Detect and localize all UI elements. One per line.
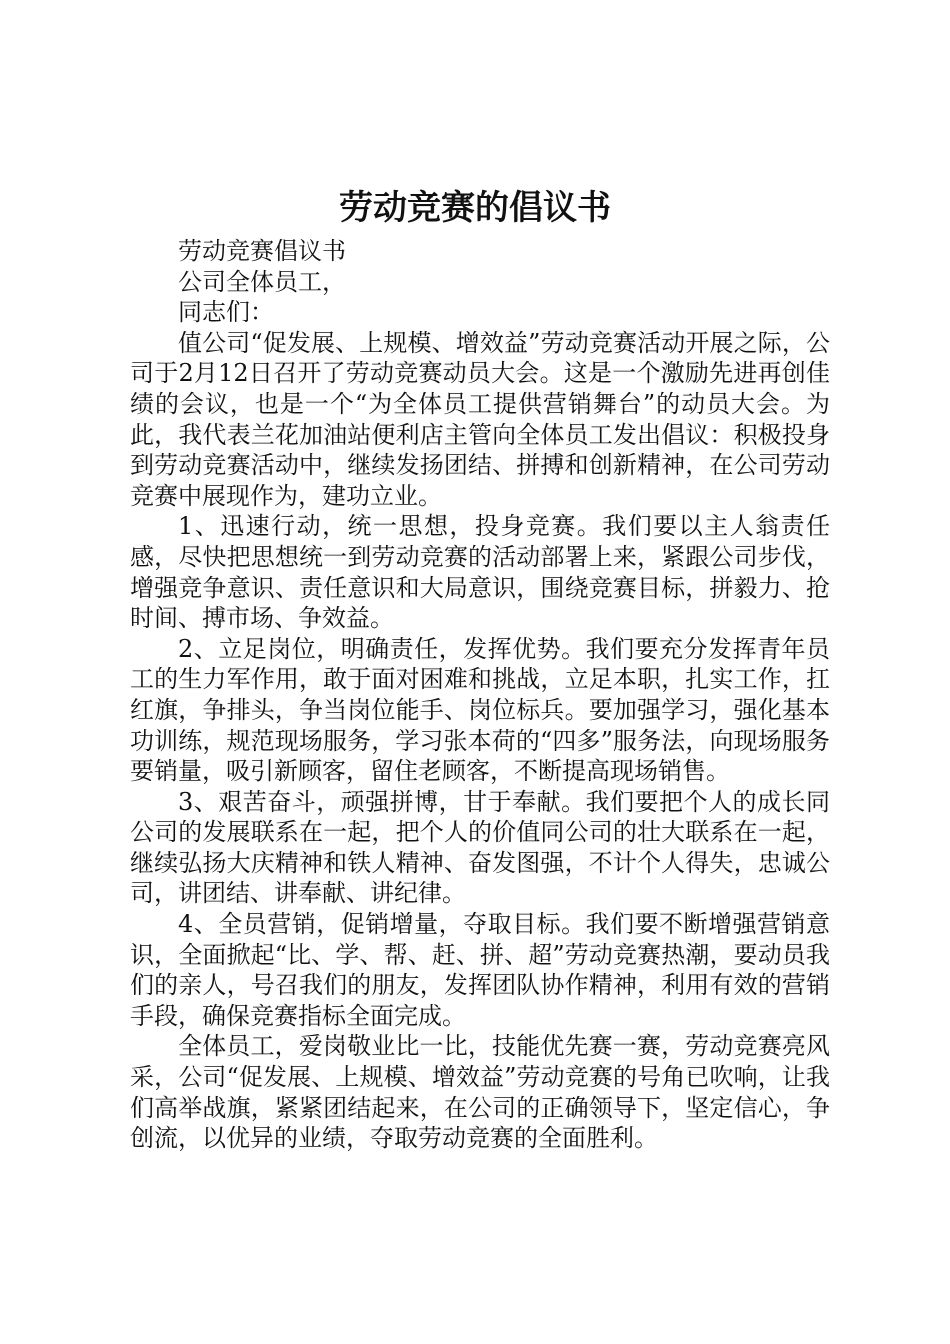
paragraph-addressee: 公司全体员工， [178, 267, 346, 296]
paragraph-point-2: 2、立足岗位，明确责任，发挥优势。我们要充分发挥青年员工的生力军作用，敢于面对困难和挑战，立足本职，扎实工作，扛红旗，争排头，争当岗位能手、岗位标兵。要加强学习，强化基本功训练，规范现场服务，学习张本荷的“四多”服务法，向现场服务要销量，吸引新顾客，留住老顾客，不断提高现场销售。 [130, 634, 830, 786]
document-body [130, 236, 830, 1154]
document-title: 劳动竞赛的倡议书 [339, 188, 611, 228]
paragraph-intro: 值公司“促发展、上规模、增效益”劳动竞赛活动开展之际，公司于2月12日召开了劳动竞赛动员大会。这是一个激励先进再创佳绩的会议，也是一个“为全体员工提供营销舞台”的动员大会。为此，我代表兰花加油站便利店主管向全体员工发出倡议：积极投身到劳动竞赛活动中，继续发扬团结、拼搏和创新精神，在公司劳动竞赛中展现作为，建功立业。 [130, 328, 830, 510]
paragraph-greeting: 同志们： [178, 298, 274, 327]
paragraph-point-4: 4、全员营销，促销增量，夺取目标。我们要不断增强营销意识，全面掀起“比、学、帮、赶、拼、超”劳动竞赛热潮，要动员我们的亲人，号召我们的朋友，发挥团队协作精神，利用有效的营销手段，确保竞赛指标全面完成。 [130, 910, 830, 1030]
paragraph-point-3: 3、艰苦奋斗，顽强拼博，甘于奉献。我们要把个人的成长同公司的发展联系在一起，把个人的价值同公司的壮大联系在一起，继续弘扬大庆精神和铁人精神、奋发图强，不计个人得失，忠诚公司，讲团结、讲奉献、讲纪律。 [130, 787, 830, 908]
paragraph-closing: 全体员工，爱岗敬业比一比，技能优先赛一赛，劳动竞赛亮风采，公司“促发展、上规模、增效益”劳动竞赛的号角已吹响，让我们高举战旗，紧紧团结起来，在公司的正确领导下，坚定信心，争创流，以优异的业绩，夺取劳动竞赛的全面胜利。 [130, 1032, 830, 1153]
paragraph-heading: 劳动竞赛倡议书 [178, 237, 346, 265]
paragraph-point-1: 1、迅速行动，统一思想，投身竞赛。我们要以主人翁责任感，尽快把思想统一到劳动竞赛的活动部署上来，紧跟公司步伐，增强竞争意识、责任意识和大局意识，围绕竞赛目标，拼毅力、抢时间、搏市场、争效益。 [130, 512, 830, 633]
